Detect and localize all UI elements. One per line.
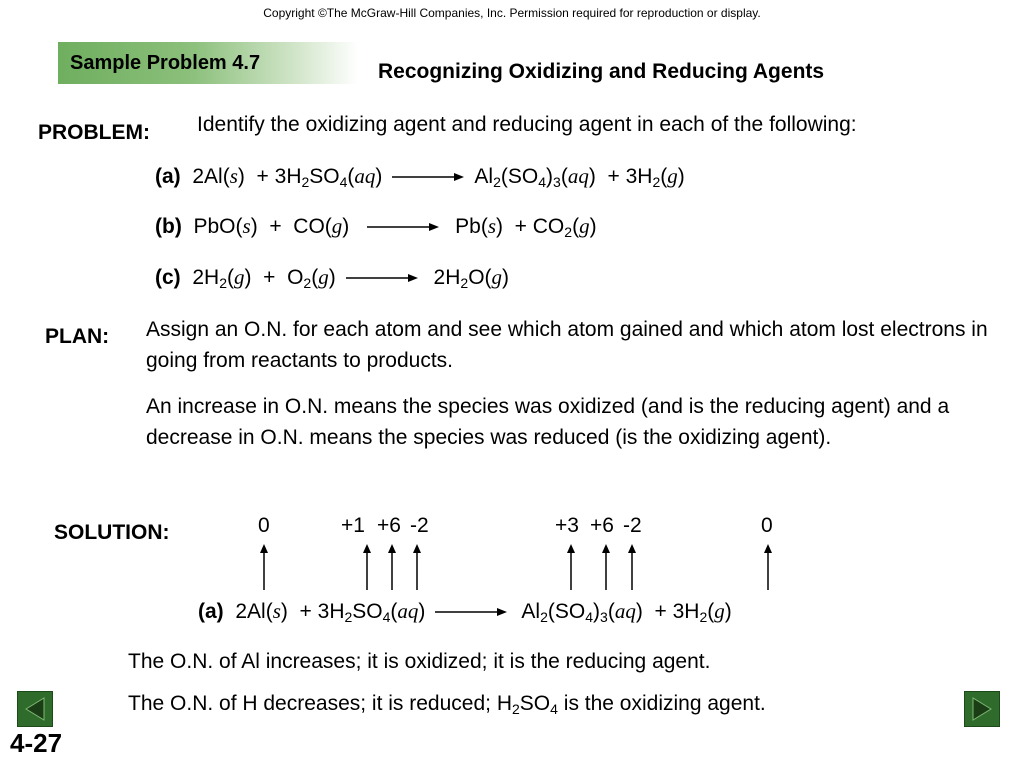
on-value-h-reactant: +1 xyxy=(341,514,365,537)
solution-line-1: The O.N. of Al increases; it is oxidized; it is the reducing agent. xyxy=(128,650,711,673)
up-arrow xyxy=(259,544,269,590)
plan-label: PLAN: xyxy=(45,325,110,348)
next-slide-icon xyxy=(965,692,999,726)
part-c-label: (c) xyxy=(155,266,181,289)
part-a-label: (a) xyxy=(155,165,181,188)
subscript: 4 xyxy=(550,701,558,717)
equation-c: (c) $2H_2(g) + O_2(g)$ $2H_2O(g)$ xyxy=(155,265,510,291)
up-arrow xyxy=(412,544,422,590)
up-arrow xyxy=(627,544,637,590)
plan-paragraph-2: An increase in O.N. means the species was oxidized (and is the reducing agent) and a decrease in O.N. means the species was reduced (is the oxidizing agent). xyxy=(146,395,950,449)
next-slide-button[interactable] xyxy=(964,691,1000,727)
solution-line-2 xyxy=(128,688,766,719)
on-value-h-product: 0 xyxy=(761,514,773,537)
on-value-o-reactant: -2 xyxy=(410,514,429,537)
up-arrow xyxy=(566,544,576,590)
reaction-arrow xyxy=(346,272,418,284)
problem-text: Identify the oxidizing agent and reducing agent in each of the following: xyxy=(197,113,857,136)
part-b-label: (b) xyxy=(155,215,182,238)
solution-line-2-end: is the oxidizing agent. xyxy=(557,692,766,715)
plan-paragraph-1: Assign an O.N. for each atom and see which atom gained and which atom lost electrons in going from reactants to products. xyxy=(146,318,988,372)
prev-slide-icon xyxy=(18,692,52,726)
on-value-al-product: +3 xyxy=(555,514,579,537)
on-value-al: 0 xyxy=(258,514,270,537)
solution-part-label: (a) xyxy=(198,600,224,623)
banner-label: Sample Problem 4.7 xyxy=(70,52,261,74)
reaction-arrow xyxy=(367,221,439,233)
copyright-notice: Copyright ©The McGraw-Hill Companies, Inc. Permission required for reproduction or display. xyxy=(263,6,761,20)
equation-b: (b) PbO(s) + CO(g) $Pb(s) + CO_2(g)$ xyxy=(155,214,597,240)
slide-title: Recognizing Oxidizing and Reducing Agents xyxy=(378,60,825,83)
solution-line-2-start: The O.N. of H decreases; it is reduced; H xyxy=(128,692,512,715)
on-value-o-product: -2 xyxy=(623,514,642,537)
up-arrow xyxy=(763,544,773,590)
reaction-arrow xyxy=(435,606,507,618)
on-value-s-product: +6 xyxy=(590,514,614,537)
solution-equation-a: (a) $2Al(s) + 3H_2SO_4(aq) Al_2(SO_4)_3(aq) + 3H_2(g)$ xyxy=(198,599,732,625)
reaction-arrow xyxy=(392,171,464,183)
subscript: 2 xyxy=(512,701,520,717)
on-value-s-reactant: +6 xyxy=(377,514,401,537)
solution-line-2-mid: SO xyxy=(519,692,551,715)
page-number: 4-27 xyxy=(10,728,63,758)
up-arrow xyxy=(601,544,611,590)
up-arrow xyxy=(387,544,397,590)
problem-label: PROBLEM: xyxy=(38,121,150,144)
equation-a: (a) $2Al(s) + 3H_2SO_4(aq) Al_2(SO_4)_3(aq) + 3H_2(g)$ xyxy=(155,164,685,190)
up-arrow xyxy=(362,544,372,590)
solution-label: SOLUTION: xyxy=(54,521,170,544)
prev-slide-button[interactable] xyxy=(17,691,53,727)
